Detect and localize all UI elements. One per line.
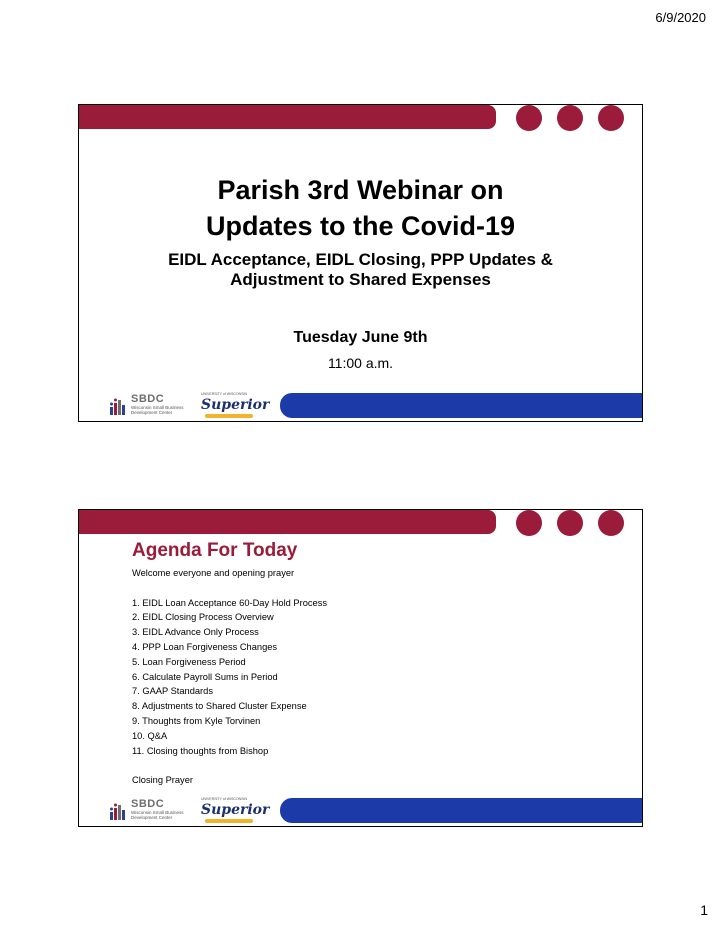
- agenda-item: 5. Loan Forgiveness Period: [132, 656, 246, 667]
- slide-title-line-1: Parish 3rd Webinar on: [217, 175, 504, 205]
- superior-wordmark: Superior: [201, 397, 270, 413]
- sbdc-subtitle: Wisconsin Small Business Development Center: [131, 810, 184, 820]
- agenda-item: 1. EIDL Loan Acceptance 60-Day Hold Process: [132, 597, 327, 608]
- agenda-item: 7. GAAP Standards: [132, 686, 213, 697]
- header-dot: [516, 105, 542, 131]
- agenda-item: 8. Adjustments to Shared Cluster Expense: [132, 701, 307, 712]
- agenda-closing: Closing Prayer: [132, 775, 193, 786]
- sbdc-mark-icon: [109, 397, 129, 417]
- header-dot: [598, 105, 624, 131]
- agenda-item: 10. Q&A: [132, 730, 168, 741]
- logo-group: [109, 392, 270, 422]
- agenda-item: 2. EIDL Closing Process Overview: [132, 612, 274, 623]
- agenda-item: 4. PPP Loan Forgiveness Changes: [132, 641, 278, 652]
- agenda-item: 3. EIDL Advance Only Process: [132, 627, 259, 638]
- superior-university-label: UNIVERSITY of WISCONSIN: [201, 797, 248, 801]
- superior-university-label: UNIVERSITY of WISCONSIN: [201, 392, 248, 396]
- slide-subtitle-line-2: Adjustment to Shared Expenses: [230, 270, 491, 289]
- header-dot: [557, 510, 583, 536]
- header-bar: [79, 510, 496, 534]
- agenda-intro: Welcome everyone and opening prayer: [132, 568, 295, 578]
- footer-bar: [280, 798, 642, 823]
- slide-title-line-2: Updates to the Covid-19: [205, 211, 516, 241]
- header-dot: [557, 105, 583, 131]
- uw-superior-logo: [201, 392, 270, 422]
- superior-swoosh: [205, 414, 253, 418]
- sbdc-subtitle: Wisconsin Small Business Development Center: [131, 405, 184, 415]
- agenda-item: 9. Thoughts from Kyle Torvinen: [132, 715, 261, 726]
- sbdc-mark-icon: [109, 802, 129, 822]
- header-dot: [598, 510, 624, 536]
- agenda-body: [132, 566, 327, 788]
- sbdc-wordmark: SBDC: [131, 393, 165, 405]
- footer-bar: [280, 393, 642, 418]
- page-number: 1: [700, 902, 708, 918]
- slide-title: [78, 104, 643, 422]
- slide-agenda: [78, 509, 643, 827]
- slide-subtitle-line-1: EIDL Acceptance, EIDL Closing, PPP Updates &: [168, 250, 553, 269]
- uw-superior-logo: [201, 797, 270, 827]
- header-bar: [79, 105, 496, 129]
- webinar-time: 11:00 a.m.: [327, 355, 394, 371]
- agenda-heading: Agenda For Today: [132, 540, 298, 561]
- agenda-item: 6. Calculate Payroll Sums in Period: [132, 671, 278, 682]
- superior-wordmark: Superior: [201, 802, 270, 818]
- superior-swoosh: [205, 819, 253, 823]
- header-dot: [516, 510, 542, 536]
- logo-group: [109, 797, 270, 827]
- sbdc-wordmark: SBDC: [131, 798, 165, 810]
- webinar-date: Tuesday June 9th: [293, 329, 428, 346]
- agenda-item: 11. Closing thoughts from Bishop: [132, 745, 269, 756]
- page-date: 6/9/2020: [655, 10, 706, 25]
